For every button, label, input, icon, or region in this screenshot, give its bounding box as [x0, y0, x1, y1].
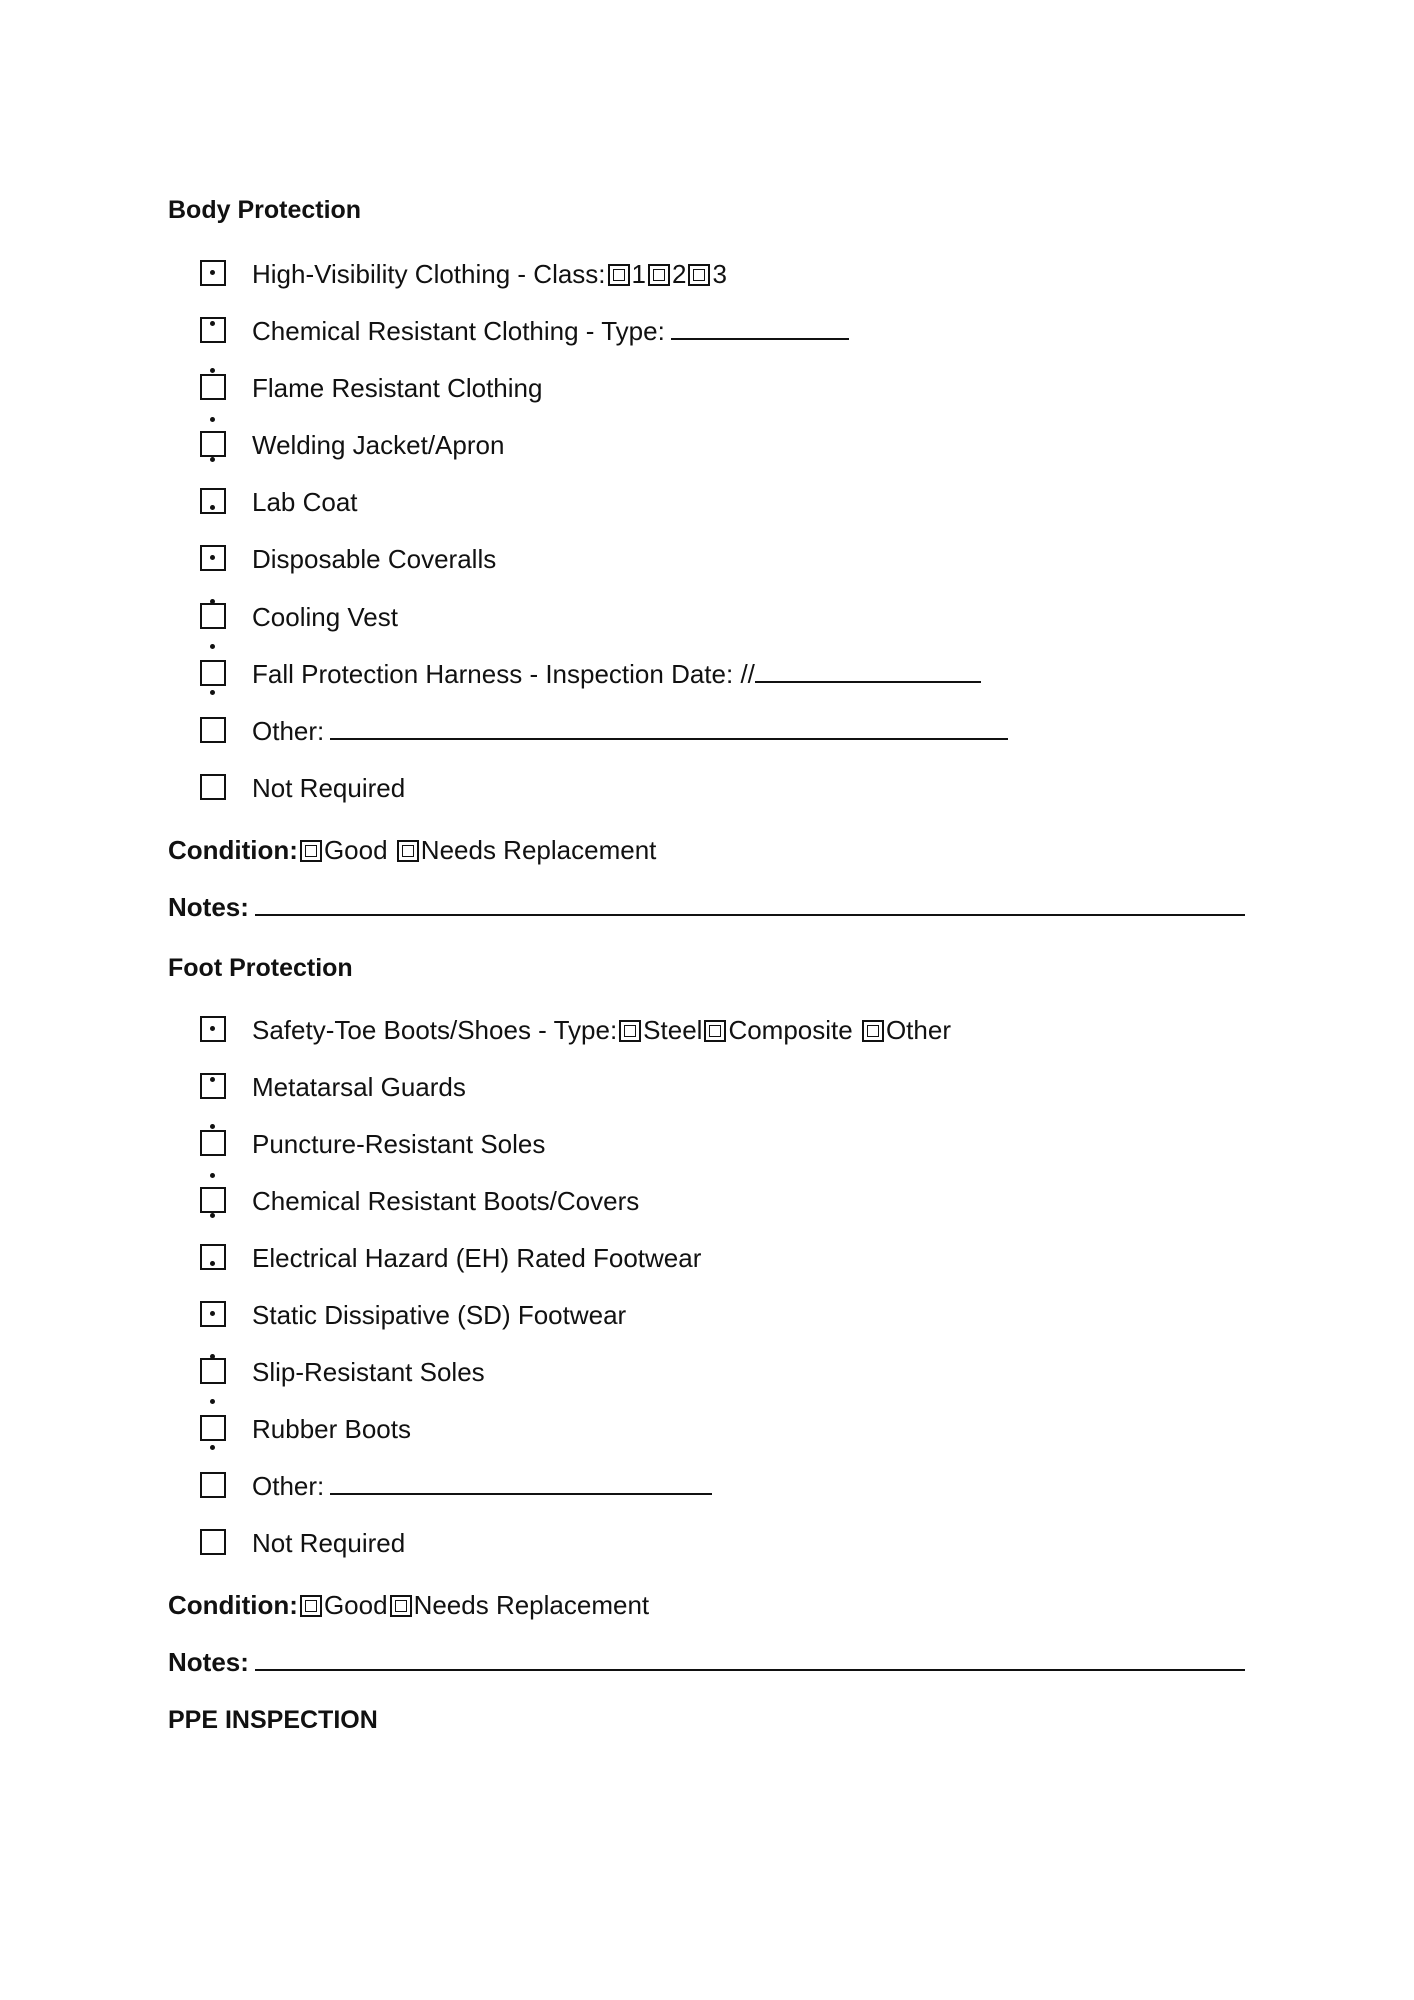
class-3-checkbox[interactable]	[688, 264, 710, 286]
checkbox[interactable]	[200, 374, 226, 400]
item-label: Other:	[252, 716, 325, 746]
foot-protection-title: Foot Protection	[168, 954, 353, 982]
checkbox[interactable]	[200, 545, 226, 571]
condition-replace-label: Needs Replacement	[420, 835, 657, 865]
class-1-label: 1	[631, 259, 646, 289]
class-1-checkbox[interactable]	[608, 264, 630, 286]
condition-good-checkbox[interactable]	[300, 1595, 322, 1617]
type-steel-label: Steel	[643, 1015, 703, 1045]
type-other-label: Other	[885, 1015, 951, 1045]
body-protection-title: Body Protection	[168, 196, 362, 224]
item-label: Fall Protection Harness - Inspection Date: //	[252, 659, 755, 689]
notes-blank[interactable]	[255, 892, 1245, 916]
condition-label: Condition:	[168, 1590, 298, 1620]
foot-notes-row	[168, 1644, 1245, 1680]
condition-label: Condition:	[168, 835, 298, 865]
notes-label: Notes:	[168, 1647, 249, 1677]
item-label: Cooling Vest	[252, 602, 398, 632]
checkbox[interactable]	[200, 1244, 226, 1270]
checkbox[interactable]	[200, 1529, 226, 1555]
type-steel-checkbox[interactable]	[619, 1020, 641, 1042]
condition-good-checkbox[interactable]	[300, 840, 322, 862]
checkbox[interactable]	[200, 717, 226, 743]
class-2-checkbox[interactable]	[648, 264, 670, 286]
other-blank[interactable]	[330, 716, 1008, 740]
item-label: Metatarsal Guards	[252, 1072, 466, 1102]
item-label: Safety-Toe Boots/Shoes - Type:	[252, 1015, 618, 1045]
item-label: Not Required	[252, 1528, 406, 1558]
checkbox[interactable]	[200, 260, 226, 286]
class-3-label: 3	[712, 259, 727, 289]
item-label: Not Required	[252, 773, 406, 803]
type-composite-label: Composite	[728, 1015, 853, 1045]
checkbox[interactable]	[200, 1358, 226, 1384]
checkbox[interactable]	[200, 1187, 226, 1213]
item-label: Chemical Resistant Boots/Covers	[252, 1186, 640, 1216]
item-label: Other:	[252, 1471, 325, 1501]
body-notes-row	[168, 889, 1245, 925]
item-label: Static Dissipative (SD) Footwear	[252, 1300, 627, 1330]
checkbox[interactable]	[200, 1301, 226, 1327]
item-label: Chemical Resistant Clothing - Type:	[252, 316, 665, 346]
item-label: Puncture-Resistant Soles	[252, 1129, 546, 1159]
checkbox[interactable]	[200, 1073, 226, 1099]
checkbox[interactable]	[200, 1016, 226, 1042]
checkbox[interactable]	[200, 488, 226, 514]
checkbox[interactable]	[200, 1415, 226, 1441]
item-label: Flame Resistant Clothing	[252, 373, 543, 403]
item-label: Welding Jacket/Apron	[252, 430, 505, 460]
checkbox[interactable]	[200, 774, 226, 800]
item-label: Lab Coat	[252, 487, 358, 517]
item-label: Rubber Boots	[252, 1414, 411, 1444]
condition-replace-checkbox[interactable]	[390, 1595, 412, 1617]
notes-blank[interactable]	[255, 1647, 1245, 1671]
item-label: Slip-Resistant Soles	[252, 1357, 485, 1387]
checkbox[interactable]	[200, 1130, 226, 1156]
foot-condition-row	[168, 1587, 649, 1623]
checkbox[interactable]	[200, 1472, 226, 1498]
condition-good-label: Good	[323, 835, 388, 865]
inspection-date-blank[interactable]	[755, 659, 981, 683]
item-label: High-Visibility Clothing - Class:	[252, 259, 606, 289]
type-other-checkbox[interactable]	[862, 1020, 884, 1042]
checkbox[interactable]	[200, 603, 226, 629]
checkbox[interactable]	[200, 317, 226, 343]
body-condition-row	[168, 832, 656, 868]
condition-replace-checkbox[interactable]	[397, 840, 419, 862]
condition-replace-label: Needs Replacement	[413, 1590, 650, 1620]
notes-label: Notes:	[168, 892, 249, 922]
other-blank[interactable]	[330, 1471, 712, 1495]
item-label: Electrical Hazard (EH) Rated Footwear	[252, 1243, 702, 1273]
ppe-inspection-heading: PPE INSPECTION	[168, 1706, 378, 1734]
checkbox[interactable]	[200, 660, 226, 686]
type-composite-checkbox[interactable]	[704, 1020, 726, 1042]
class-2-label: 2	[672, 259, 687, 289]
checkbox[interactable]	[200, 431, 226, 457]
type-blank[interactable]	[671, 316, 849, 340]
item-label: Disposable Coveralls	[252, 544, 497, 574]
condition-good-label: Good	[323, 1590, 388, 1620]
